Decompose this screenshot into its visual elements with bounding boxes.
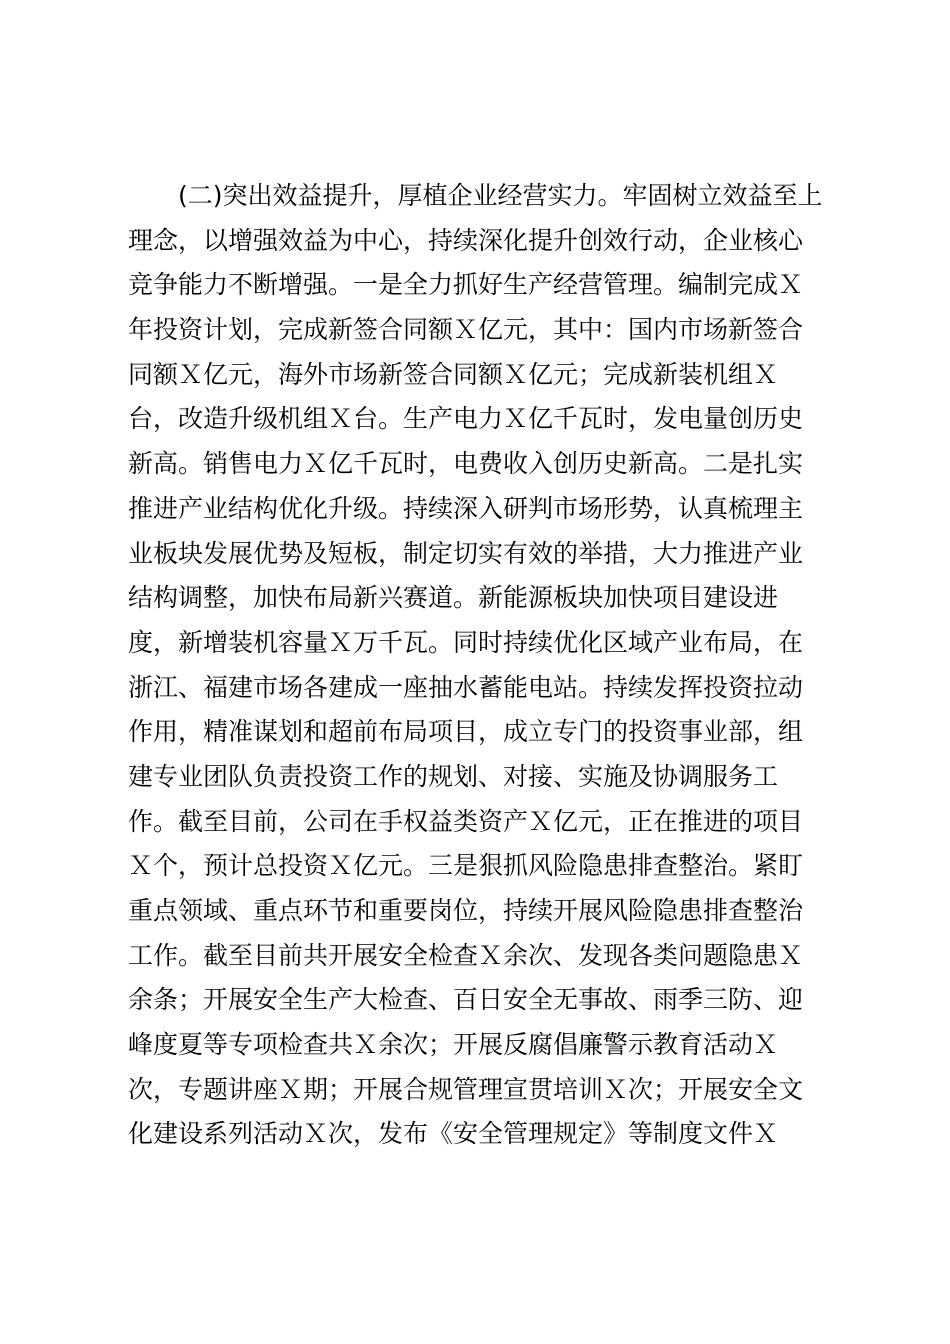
text-line: 竞争能力不断增强。一是全力抓好生产经营管理。编制完成Ｘ [128, 270, 804, 300]
text-line: 次，专题讲座Ｘ期；开展合规管理宣贯培训Ｘ次；开展安全文 [128, 1074, 804, 1104]
text-line: 推进产业结构优化升级。持续深入研判市场形势，认真梳理主 [128, 493, 804, 523]
text-line: 同额Ｘ亿元，海外市场新签合同额Ｘ亿元；完成新装机组Ｘ [128, 359, 779, 389]
text-line: 年投资计划，完成新签合同额Ｘ亿元，其中：国内市场新签合 [128, 315, 804, 345]
text-line: 作。截至目前，公司在手权益类资产Ｘ亿元，正在推进的项目 [128, 806, 804, 836]
text-line: (二)突出效益提升，厚植企业经营实力。牢固树立效益至上 [178, 181, 823, 210]
text-line: 建专业团队负责投资工作的规划、对接、实施及协调服务工 [128, 761, 779, 791]
text-line: 重点领域、重点环节和重要岗位，持续开展风险隐患排查整治 [128, 896, 804, 925]
text-line: 作用，精准谋划和超前布局项目，成立专门的投资事业部，组 [128, 717, 804, 747]
text-line: 新高。销售电力Ｘ亿千瓦时，电费收入创历史新高。二是扎实 [128, 449, 804, 479]
text-line: 理念，以增强效益为中心，持续深化提升创效行动，企业核心 [128, 225, 804, 255]
text-line: 台，改造升级机组Ｘ台。生产电力Ｘ亿千瓦时，发电量创历史 [128, 404, 804, 434]
text-line: Ｘ个，预计总投资Ｘ亿元。三是狠抓风险隐患排查整治。紧盯 [128, 851, 804, 881]
text-line: 浙江、福建市场各建成一座抽水蓄能电站。持续发挥投资拉动 [128, 672, 804, 702]
text-line: 化建设系列活动Ｘ次，发布《安全管理规定》等制度文件Ｘ [128, 1119, 779, 1149]
text-line: 峰度夏等专项检查共Ｘ余次；开展反腐倡廉警示教育活动Ｘ [128, 1030, 779, 1060]
text-line: 业板块发展优势及短板，制定切实有效的举措，大力推进产业 [128, 538, 804, 568]
text-line: 度，新增装机容量Ｘ万千瓦。同时持续优化区域产业布局，在 [128, 627, 804, 657]
body-paragraph [128, 174, 828, 1157]
text-line: 结构调整，加快布局新兴赛道。新能源板块加快项目建设进 [128, 583, 779, 613]
text-line: 工作。截至目前共开展安全检查Ｘ余次、发现各类问题隐患Ｘ [128, 940, 804, 970]
text-line: 余条；开展安全生产大检查、百日安全无事故、雨季三防、迎 [128, 985, 804, 1015]
